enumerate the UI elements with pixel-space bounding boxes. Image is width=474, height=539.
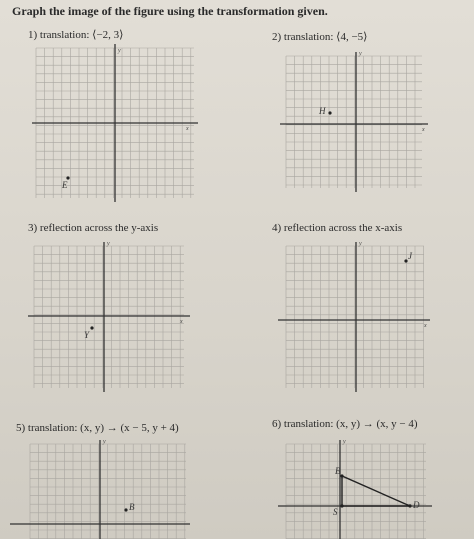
point-J-label: J [408, 251, 412, 261]
problem-1-label: 1) translation: ⟨−2, 3⟩ [28, 29, 124, 41]
problem-5-label: 5) translation: (x, y) → (x − 5, y + 4) [16, 422, 179, 434]
point-E-label: E [62, 180, 68, 190]
point-B [340, 474, 343, 477]
grid-5 [30, 439, 186, 539]
y-axis-label: y [103, 439, 106, 445]
grid-lines [286, 56, 422, 188]
point-B-label: B [335, 466, 341, 476]
point-Y-label: Y [84, 330, 90, 340]
grid-lines [34, 246, 184, 388]
problem-6-label: 6) translation: (x, y) → (x, y − 4) [272, 418, 418, 430]
x-axis-label: x [424, 323, 427, 329]
grid-3 [34, 241, 184, 388]
problem-2-label: 2) translation: ⟨4, −5⟩ [272, 31, 368, 43]
grid-lines [30, 444, 186, 539]
y-axis-label: y [118, 48, 121, 54]
point-Y [90, 326, 93, 329]
grid-6 [286, 439, 426, 539]
problem-3-label: 3) reflection across the y-axis [28, 222, 159, 234]
triangle-BSD [342, 476, 410, 506]
grid-4 [286, 241, 427, 388]
point-H-label: H [319, 106, 326, 116]
point-H [328, 111, 331, 114]
grid-2 [286, 51, 425, 188]
x-axis-label: x [180, 319, 183, 325]
point-D [408, 504, 411, 507]
grid-lines [286, 246, 424, 388]
x-axis-label: x [422, 127, 425, 133]
x-axis-label: x [186, 126, 189, 132]
y-axis-label: y [359, 241, 362, 247]
point-D-label: D [413, 500, 420, 510]
y-axis-label: y [359, 51, 362, 57]
grid-lines [286, 444, 426, 539]
grid-1 [36, 48, 194, 198]
problem-4-label: 4) reflection across the x-axis [272, 222, 403, 234]
page-title: Graph the image of the figure using the transformation given. [12, 4, 328, 18]
point-S [340, 504, 343, 507]
point-B-label: B [129, 502, 135, 512]
point-S-label: S [333, 507, 338, 517]
y-axis-label: y [107, 241, 110, 247]
point-B [124, 508, 127, 511]
y-axis-label: y [343, 439, 346, 445]
